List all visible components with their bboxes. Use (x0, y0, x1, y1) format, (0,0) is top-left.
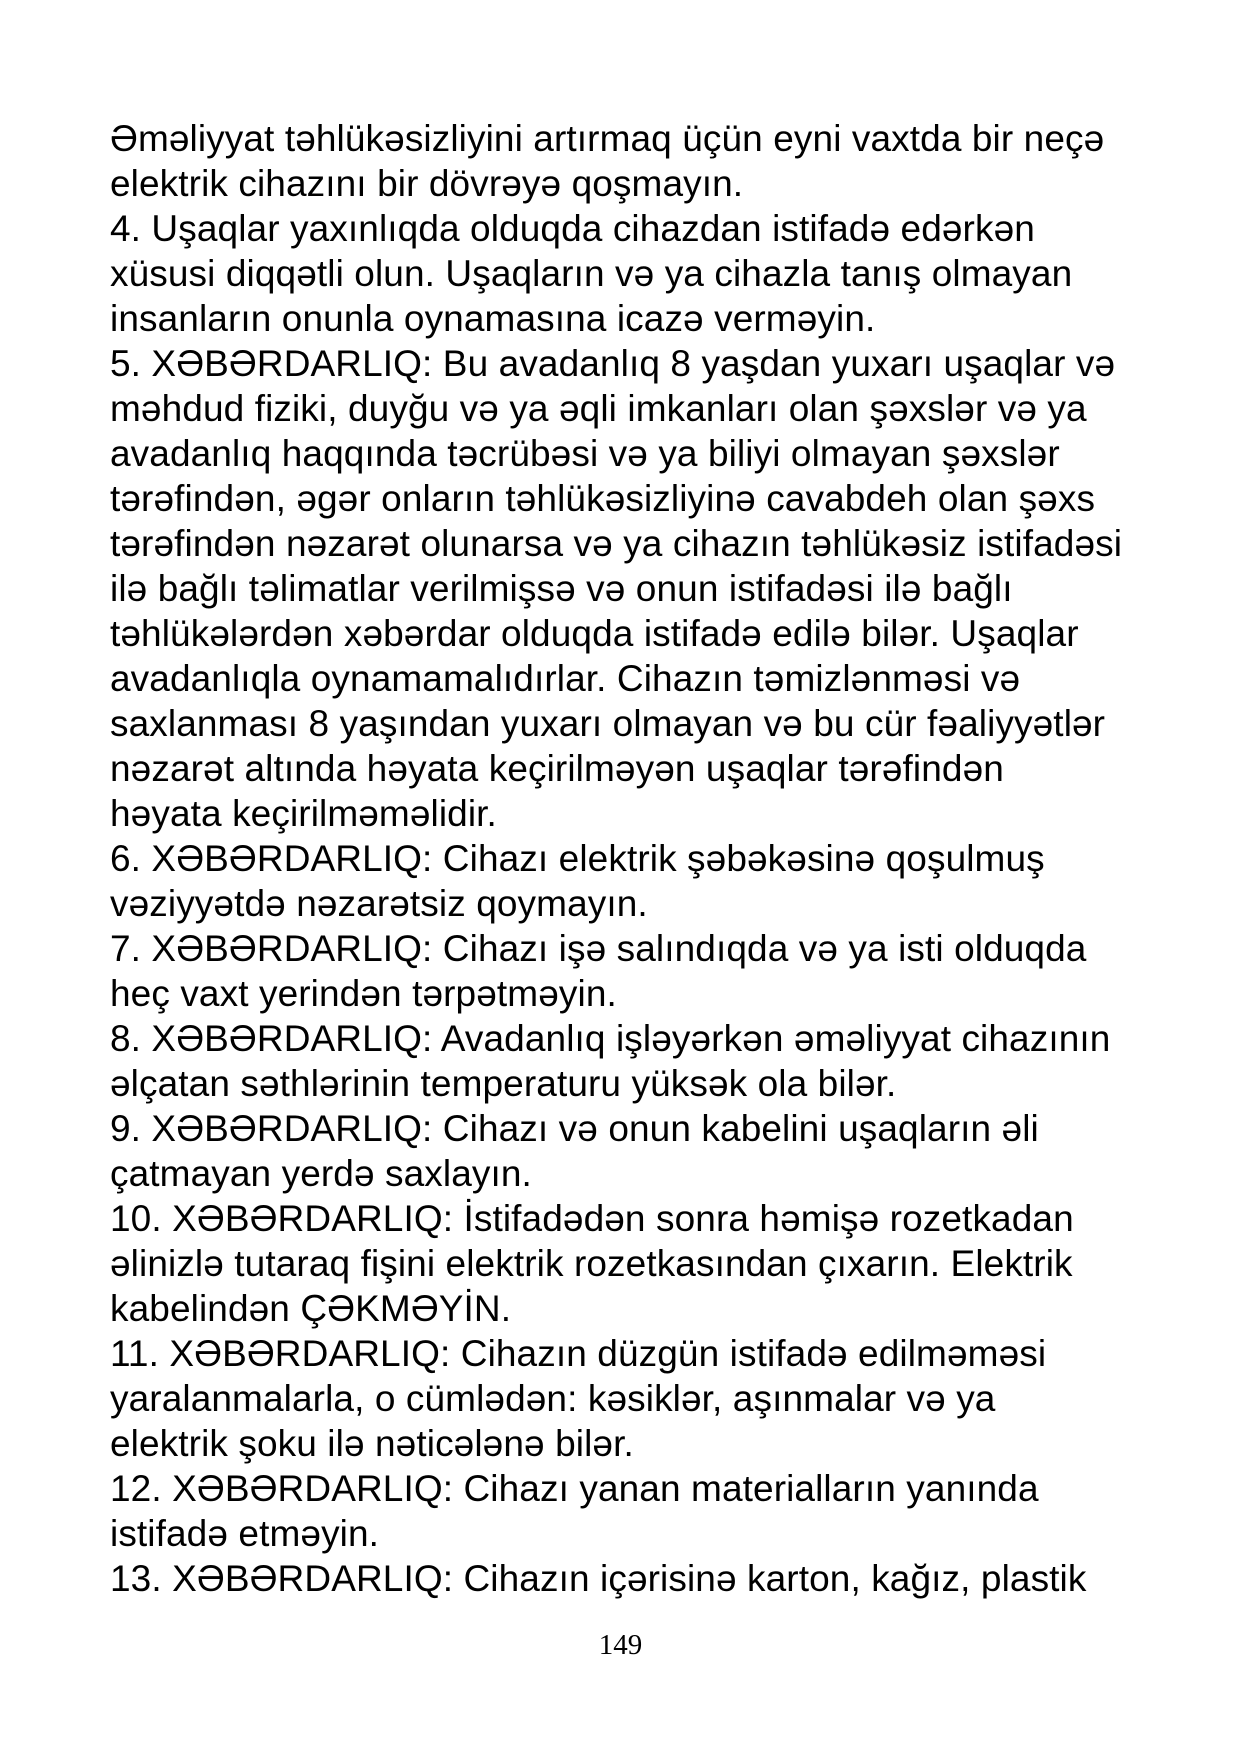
text-line: elektrik cihazını bir dövrəyə qoşmayın. (110, 163, 744, 204)
text-line: Əməliyyat təhlükəsizliyini artırmaq üçün eyni vaxtda bir neçə (110, 118, 1105, 159)
text-line: tərəfindən, əgər onların təhlükəsizliyinə cavabdeh olan şəxs (110, 478, 1096, 519)
text-line: həyata keçirilməməlidir. (110, 793, 497, 834)
text-line: 8. XƏBƏRDARLIQ: Avadanlıq işləyərkən əməliyyat cihazının (110, 1018, 1111, 1059)
text-line: tərəfindən nəzarət olunarsa və ya cihazın təhlükəsiz istifadəsi (110, 523, 1123, 564)
text-line: təhlükələrdən xəbərdar olduqda istifadə edilə bilər. Uşaqlar (110, 613, 1079, 654)
text-line: 5. XƏBƏRDARLIQ: Bu avadanlıq 8 yaşdan yuxarı uşaqlar və (110, 343, 1116, 384)
text-line: ilə bağlı təlimatlar verilmişsə və onun istifadəsi ilə bağlı (110, 568, 1013, 609)
text-line: 13. XƏBƏRDARLIQ: Cihazın içərisinə karton, kağız, plastik (110, 1558, 1087, 1599)
text-line: avadanlıqla oynamamalıdırlar. Cihazın təmizlənməsi və (110, 658, 1021, 699)
text-line: avadanlıq haqqında təcrübəsi və ya biliyi olmayan şəxslər (110, 433, 1060, 474)
document-body (110, 116, 1190, 1601)
page-number: 149 (598, 1629, 643, 1661)
text-line: 10. XƏBƏRDARLIQ: İstifadədən sonra həmişə rozetkadan (110, 1198, 1074, 1239)
text-line: kabelindən ÇƏKMƏYİN. (110, 1288, 512, 1329)
text-line: 12. XƏBƏRDARLIQ: Cihazı yanan materialların yanında (110, 1468, 1039, 1509)
text-line: vəziyyətdə nəzarətsiz qoymayın. (110, 883, 648, 924)
text-line: 7. XƏBƏRDARLIQ: Cihazı işə salındıqda və ya isti olduqda (110, 928, 1087, 969)
text-line: əlinizlə tutaraq fişini elektrik rozetkasından çıxarın. Elektrik (110, 1243, 1073, 1284)
text-line: nəzarət altında həyata keçirilməyən uşaqlar tərəfindən (110, 748, 1004, 789)
text-line: xüsusi diqqətli olun. Uşaqların və ya cihazla tanış olmayan (110, 253, 1073, 294)
text-line: məhdud fiziki, duyğu və ya əqli imkanları olan şəxslər və ya (110, 388, 1087, 429)
text-line: heç vaxt yerindən tərpətməyin. (110, 973, 617, 1014)
text-line: insanların onunla oynamasına icazə verməyin. (110, 298, 876, 339)
text-line: əlçatan səthlərinin temperaturu yüksək ola bilər. (110, 1063, 897, 1104)
text-line: saxlanması 8 yaşından yuxarı olmayan və bu cür fəaliyyətlər (110, 703, 1106, 744)
text-line: 4. Uşaqlar yaxınlıqda olduqda cihazdan istifadə edərkən (110, 208, 1035, 249)
text-line: istifadə etməyin. (110, 1513, 380, 1554)
text-line: 9. XƏBƏRDARLIQ: Cihazı və onun kabelini uşaqların əli (110, 1108, 1039, 1149)
text-line: elektrik şoku ilə nəticələnə bilər. (110, 1423, 634, 1464)
text-line: çatmayan yerdə saxlayın. (110, 1153, 532, 1194)
text-line: 6. XƏBƏRDARLIQ: Cihazı elektrik şəbəkəsinə qoşulmuş (110, 838, 1045, 879)
text-line: yaralanmalarla, o cümlədən: kəsiklər, aşınmalar və ya (110, 1378, 996, 1419)
text-line: 11. XƏBƏRDARLIQ: Cihazın düzgün istifadə edilməməsi (110, 1333, 1047, 1374)
